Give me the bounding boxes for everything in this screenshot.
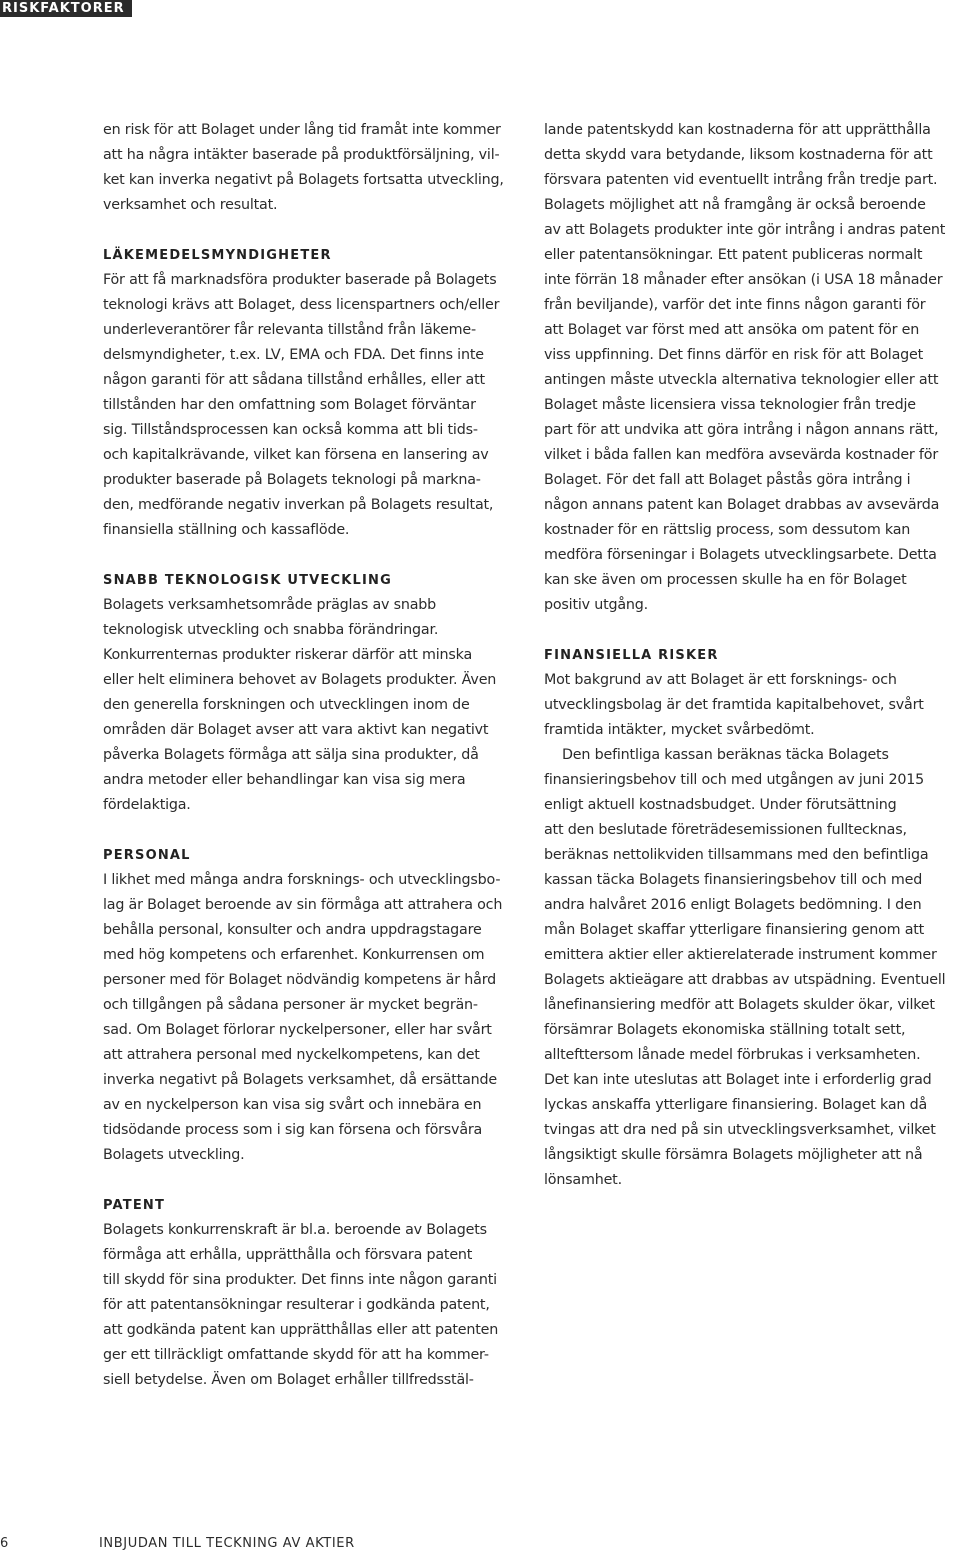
body-line: att Bolaget var först med att ansöka om patent för en [544, 322, 920, 338]
body-line: lag är Bolaget beroende av sin förmåga att attrahera och [103, 897, 503, 913]
left-column [103, 118, 523, 1393]
body-line: lande patentskydd kan kostnaderna för att upprätthålla [544, 122, 931, 138]
publication-title: INBJUDAN TILL TECKNING AV AKTIER [99, 1536, 355, 1551]
body-line: av att Bolagets produkter inte gör intrång i andras patent [544, 222, 946, 238]
body-line: sig. Tillståndsprocessen kan också komma att bli tids- [103, 422, 478, 438]
body-line: Bolagets konkurrenskraft är bl.a. beroende av Bolagets [103, 1222, 487, 1238]
body-line: framtida intäkter, mycket svårbedömt. [544, 722, 815, 738]
body-line: Bolaget. För det fall att Bolaget påstås göra intrång i [544, 472, 911, 488]
body-line: lönsamhet. [544, 1172, 622, 1188]
body-line: Bolaget måste licensiera vissa teknologier från tredje [544, 397, 916, 413]
body-line: kostnader för en rättslig process, som dessutom kan [544, 522, 911, 538]
body-line: andra metoder eller behandlingar kan visa sig mera [103, 772, 466, 788]
body-line: ket kan inverka negativt på Bolagets fortsatta utveckling, [103, 172, 504, 188]
body-line: att attrahera personal med nyckelkompetens, kan det [103, 1047, 480, 1063]
body-line: detta skydd vara betydande, liksom kostnaderna för att [544, 147, 933, 163]
body-line: finansiella ställning och kassaflöde. [103, 522, 350, 538]
body-line: av en nyckelperson kan visa sig svårt och innebära en [103, 1097, 482, 1113]
page-number: 6 [0, 1536, 9, 1551]
body-line: lånefinansiering medför att Bolagets skulder ökar, vilket [544, 997, 935, 1013]
body-line: kan ske även om processen skulle ha en för Bolaget [544, 572, 907, 588]
body-line: den, medförande negativ inverkan på Bolagets resultat, [103, 497, 494, 513]
body-line: medföra förseningar i Bolagets utvecklingsarbete. Detta [544, 547, 937, 563]
body-line: inte förrän 18 månader efter ansökan (i USA 18 månader [544, 272, 943, 288]
paragraph-gap [103, 218, 523, 243]
body-line: positiv utgång. [544, 597, 649, 613]
section-heading-snabb-teknologisk-utveckling: SNABB TEKNOLOGISK UTVECKLING [103, 573, 392, 588]
body-line: inverka negativt på Bolagets verksamhet, då ersättande [103, 1072, 497, 1088]
body-line: någon garanti för att sådana tillstånd erhålles, eller att [103, 372, 485, 388]
body-line: områden där Bolaget avser att vara aktivt kan negativt [103, 722, 489, 738]
body-line: Det kan inte uteslutas att Bolaget inte i erforderlig grad [544, 1072, 932, 1088]
body-line: kassan täcka Bolagets finansieringsbehov till och med [544, 872, 923, 888]
body-line: försvara patenten vid eventuellt intrång från tredje part. [544, 172, 938, 188]
paragraph-gap [103, 1168, 523, 1193]
body-line: beräknas nettolikviden tillsammans med den befintliga [544, 847, 929, 863]
body-line: emittera aktier eller aktierelaterade instrument kommer [544, 947, 937, 963]
section-heading-lakemedelsmyndigheter: LÄKEMEDELSMYNDIGHETER [103, 248, 332, 263]
body-line: fördelaktiga. [103, 797, 191, 813]
body-line: en risk för att Bolaget under lång tid framåt inte kommer [103, 122, 501, 138]
body-line: utvecklingsbolag är det framtida kapitalbehovet, svårt [544, 697, 924, 713]
body-line: eller patentansökningar. Ett patent publiceras normalt [544, 247, 923, 263]
body-line: Den befintliga kassan beräknas täcka Bolagets [562, 747, 889, 763]
body-line: med hög kompetens och erfarenhet. Konkurrensen om [103, 947, 485, 963]
body-line: behålla personal, konsulter och andra uppdragstagare [103, 922, 482, 938]
body-line: andra halvåret 2016 enligt Bolagets bedömning. I den [544, 897, 922, 913]
body-line: till skydd för sina produkter. Det finns inte någon garanti [103, 1272, 497, 1288]
body-line: den generella forskningen och utvecklingen inom de [103, 697, 470, 713]
body-line: Konkurrenternas produkter riskerar därför att minska [103, 647, 473, 663]
body-line: För att få marknadsföra produkter baserade på Bolagets [103, 272, 497, 288]
body-line: eller helt eliminera behovet av Bolagets produkter. Även [103, 672, 497, 688]
body-line: förmåga att erhålla, upprätthålla och försvara patent [103, 1247, 473, 1263]
body-line: underleverantörer får relevanta tillstånd från läkeme- [103, 322, 476, 338]
body-line: Bolagets utveckling. [103, 1147, 245, 1163]
body-line: enligt aktuell kostnadsbudget. Under förutsättning [544, 797, 897, 813]
body-line: att godkända patent kan upprätthållas eller att patenten [103, 1322, 499, 1338]
body-line: någon annans patent kan Bolaget drabbas av avsevärda [544, 497, 940, 513]
body-line: långsiktigt skulle försämra Bolagets möjligheter att nå [544, 1147, 923, 1163]
body-line: påverka Bolagets förmåga att sälja sina produkter, då [103, 747, 479, 763]
body-line: och tillgången på sådana personer är mycket begrän- [103, 997, 478, 1013]
body-line: part för att undvika att göra intrång i någon annans rätt, [544, 422, 939, 438]
body-line: tidsödande process som i sig kan försena och försvåra [103, 1122, 483, 1138]
right-column [544, 118, 960, 1193]
paragraph-gap [544, 618, 960, 643]
body-line: delsmyndigheter, t.ex. LV, EMA och FDA. Det finns inte [103, 347, 484, 363]
body-line: mån Bolaget skaffar ytterligare finansiering genom att [544, 922, 925, 938]
body-line: sad. Om Bolaget förlorar nyckelpersoner, eller har svårt [103, 1022, 492, 1038]
section-label: RISKFAKTORER [0, 0, 132, 17]
body-line: och kapitalkrävande, vilket kan försena en lansering av [103, 447, 489, 463]
body-line: viss uppfinning. Det finns därför en risk för att Bolaget [544, 347, 924, 363]
body-line: för att patentansökningar resulterar i godkända patent, [103, 1297, 490, 1313]
body-line: teknologi krävs att Bolaget, dess licenspartners och/eller [103, 297, 500, 313]
body-line: Bolagets aktieägare att drabbas av utspädning. Eventuell [544, 972, 946, 988]
body-line: Bolagets möjlighet att nå framgång är också beroende [544, 197, 926, 213]
body-line: vilket i båda fallen kan medföra avsevärda kostnader för [544, 447, 938, 463]
body-line: antingen måste utveckla alternativa teknologier eller att [544, 372, 939, 388]
body-line: försämrar Bolagets ekonomiska ställning totalt sett, [544, 1022, 906, 1038]
body-line: att den beslutade företrädesemissionen fulltecknas, [544, 822, 907, 838]
body-line: ger ett tillräckligt omfattande skydd för att ha kommer- [103, 1347, 489, 1363]
paragraph-gap [103, 543, 523, 568]
body-line: från beviljande), varför det inte finns någon garanti för [544, 297, 926, 313]
body-line: verksamhet och resultat. [103, 197, 278, 213]
body-line: siell betydelse. Även om Bolaget erhåller tillfredsstäl- [103, 1372, 474, 1388]
section-heading-finansiella-risker: FINANSIELLA RISKER [544, 648, 719, 663]
body-line: I likhet med många andra forsknings- och utvecklingsbo- [103, 872, 501, 888]
body-line: att ha några intäkter baserade på produktförsäljning, vil- [103, 147, 500, 163]
body-line: lyckas anskaffa ytterligare finansiering. Bolaget kan då [544, 1097, 928, 1113]
body-line: alltefttersom lånade medel förbrukas i verksamheten. [544, 1047, 921, 1063]
body-line: produkter baserade på Bolagets teknologi på markna- [103, 472, 481, 488]
body-line: Mot bakgrund av att Bolaget är ett forsknings- och [544, 672, 897, 688]
section-heading-patent: PATENT [103, 1198, 166, 1213]
body-line: tvingas att dra ned på sin utvecklingsverksamhet, vilket [544, 1122, 936, 1138]
section-heading-personal: PERSONAL [103, 848, 191, 863]
body-line: personer med för Bolaget nödvändig kompetens är hård [103, 972, 496, 988]
body-line: tillstånden har den omfattning som Bolaget förväntar [103, 397, 476, 413]
body-line: teknologisk utveckling och snabba förändringar. [103, 622, 439, 638]
body-line: Bolagets verksamhetsområde präglas av snabb [103, 597, 437, 613]
paragraph-gap [103, 818, 523, 843]
body-line: finansieringsbehov till och med utgången av juni 2015 [544, 772, 925, 788]
